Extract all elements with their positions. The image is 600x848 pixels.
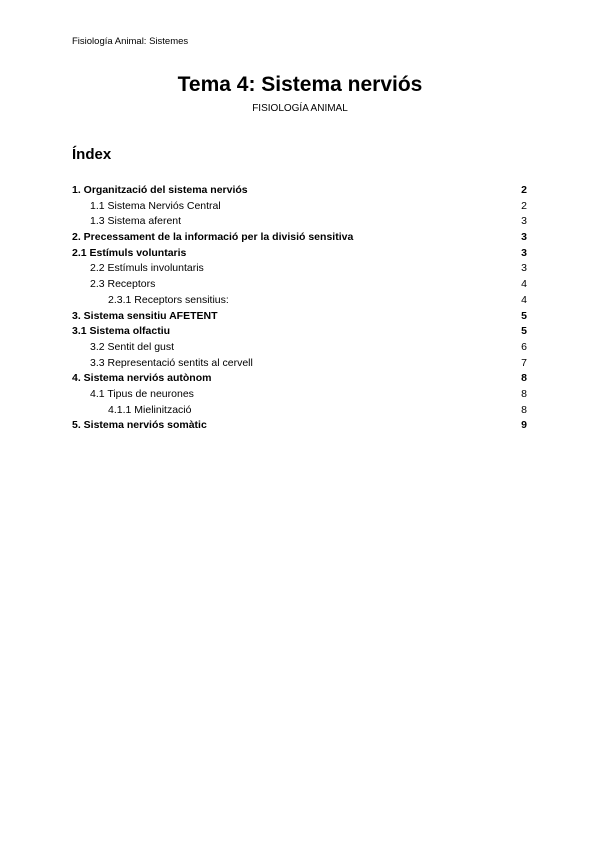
toc-entry[interactable]: [72, 387, 527, 403]
toc-entry-label: 2.1 Estímuls voluntaris: [72, 246, 187, 259]
toc-entry-page: 6: [521, 340, 527, 353]
toc-entry-label: 3. Sistema sensitiu AFETENT: [72, 309, 218, 322]
toc-entry-label: 4. Sistema nerviós autònom: [72, 372, 212, 385]
toc-entry-label: 5. Sistema nerviós somàtic: [72, 419, 207, 432]
toc-entry[interactable]: [72, 324, 527, 340]
toc-entry-page: 2: [521, 184, 527, 196]
toc-entry-page: 3: [521, 246, 527, 259]
toc-entry[interactable]: [72, 418, 527, 434]
toc-entry-label: 4.1 Tipus de neurones: [90, 387, 194, 400]
toc-entry-page: 8: [521, 403, 527, 416]
toc-entry-label: 4.1.1 Mielinització: [108, 403, 192, 416]
toc-entry[interactable]: [72, 214, 527, 230]
toc-entry[interactable]: [72, 199, 527, 215]
toc-entry[interactable]: [72, 183, 527, 199]
toc-entry-page: 5: [521, 325, 527, 338]
toc-entry-label: 2. Precessament de la informació per la divisió sensitiva: [72, 231, 354, 244]
toc-entry[interactable]: [72, 277, 527, 293]
toc-entry[interactable]: [72, 261, 527, 277]
toc-entry-page: 3: [521, 215, 527, 228]
toc-entry[interactable]: [72, 309, 527, 325]
toc-entry-label: 3.3 Representació sentits al cervell: [90, 356, 253, 369]
toc-entry[interactable]: [72, 403, 527, 419]
toc-entry-label: 1.1 Sistema Nerviós Central: [90, 199, 221, 212]
toc-entry-page: 8: [521, 372, 527, 385]
toc-entry[interactable]: [72, 371, 527, 387]
toc-entry-label: 3.1 Sistema olfactiu: [72, 325, 171, 338]
toc-entry-page: 3: [521, 231, 527, 244]
toc-entry-label: 1.3 Sistema aferent: [90, 215, 182, 228]
toc-entry-page: 9: [521, 419, 527, 432]
document-title: Tema 4: Sistema nerviós: [177, 73, 423, 96]
toc-entry-page: 2: [521, 199, 527, 212]
toc-entry-page: 3: [521, 262, 527, 275]
toc-entry-label: 2.2 Estímuls involuntaris: [90, 262, 204, 275]
running-header: Fisiología Animal: Sistemes: [72, 36, 189, 47]
toc-entry[interactable]: [72, 340, 527, 356]
toc-entry[interactable]: [72, 356, 527, 372]
toc-entry-label: 2.3.1 Receptors sensitius:: [108, 293, 229, 306]
toc-entry-page: 7: [521, 356, 527, 369]
table-of-contents: [72, 183, 527, 434]
toc-entry[interactable]: [72, 293, 527, 309]
toc-entry[interactable]: [72, 246, 527, 262]
toc-entry-label: 1. Organització del sistema nerviós: [72, 184, 248, 196]
toc-entry-page: 4: [521, 293, 527, 306]
toc-entry-page: 4: [521, 278, 527, 291]
toc-entry-page: 5: [521, 309, 527, 322]
toc-entry-label: 2.3 Receptors: [90, 278, 156, 291]
toc-entry-label: 3.2 Sentit del gust: [90, 340, 175, 353]
toc-heading: Índex: [72, 146, 112, 163]
toc-entry-page: 8: [521, 387, 527, 400]
document-subtitle: FISIOLOGÍA ANIMAL: [252, 103, 348, 114]
toc-entry[interactable]: [72, 230, 527, 246]
